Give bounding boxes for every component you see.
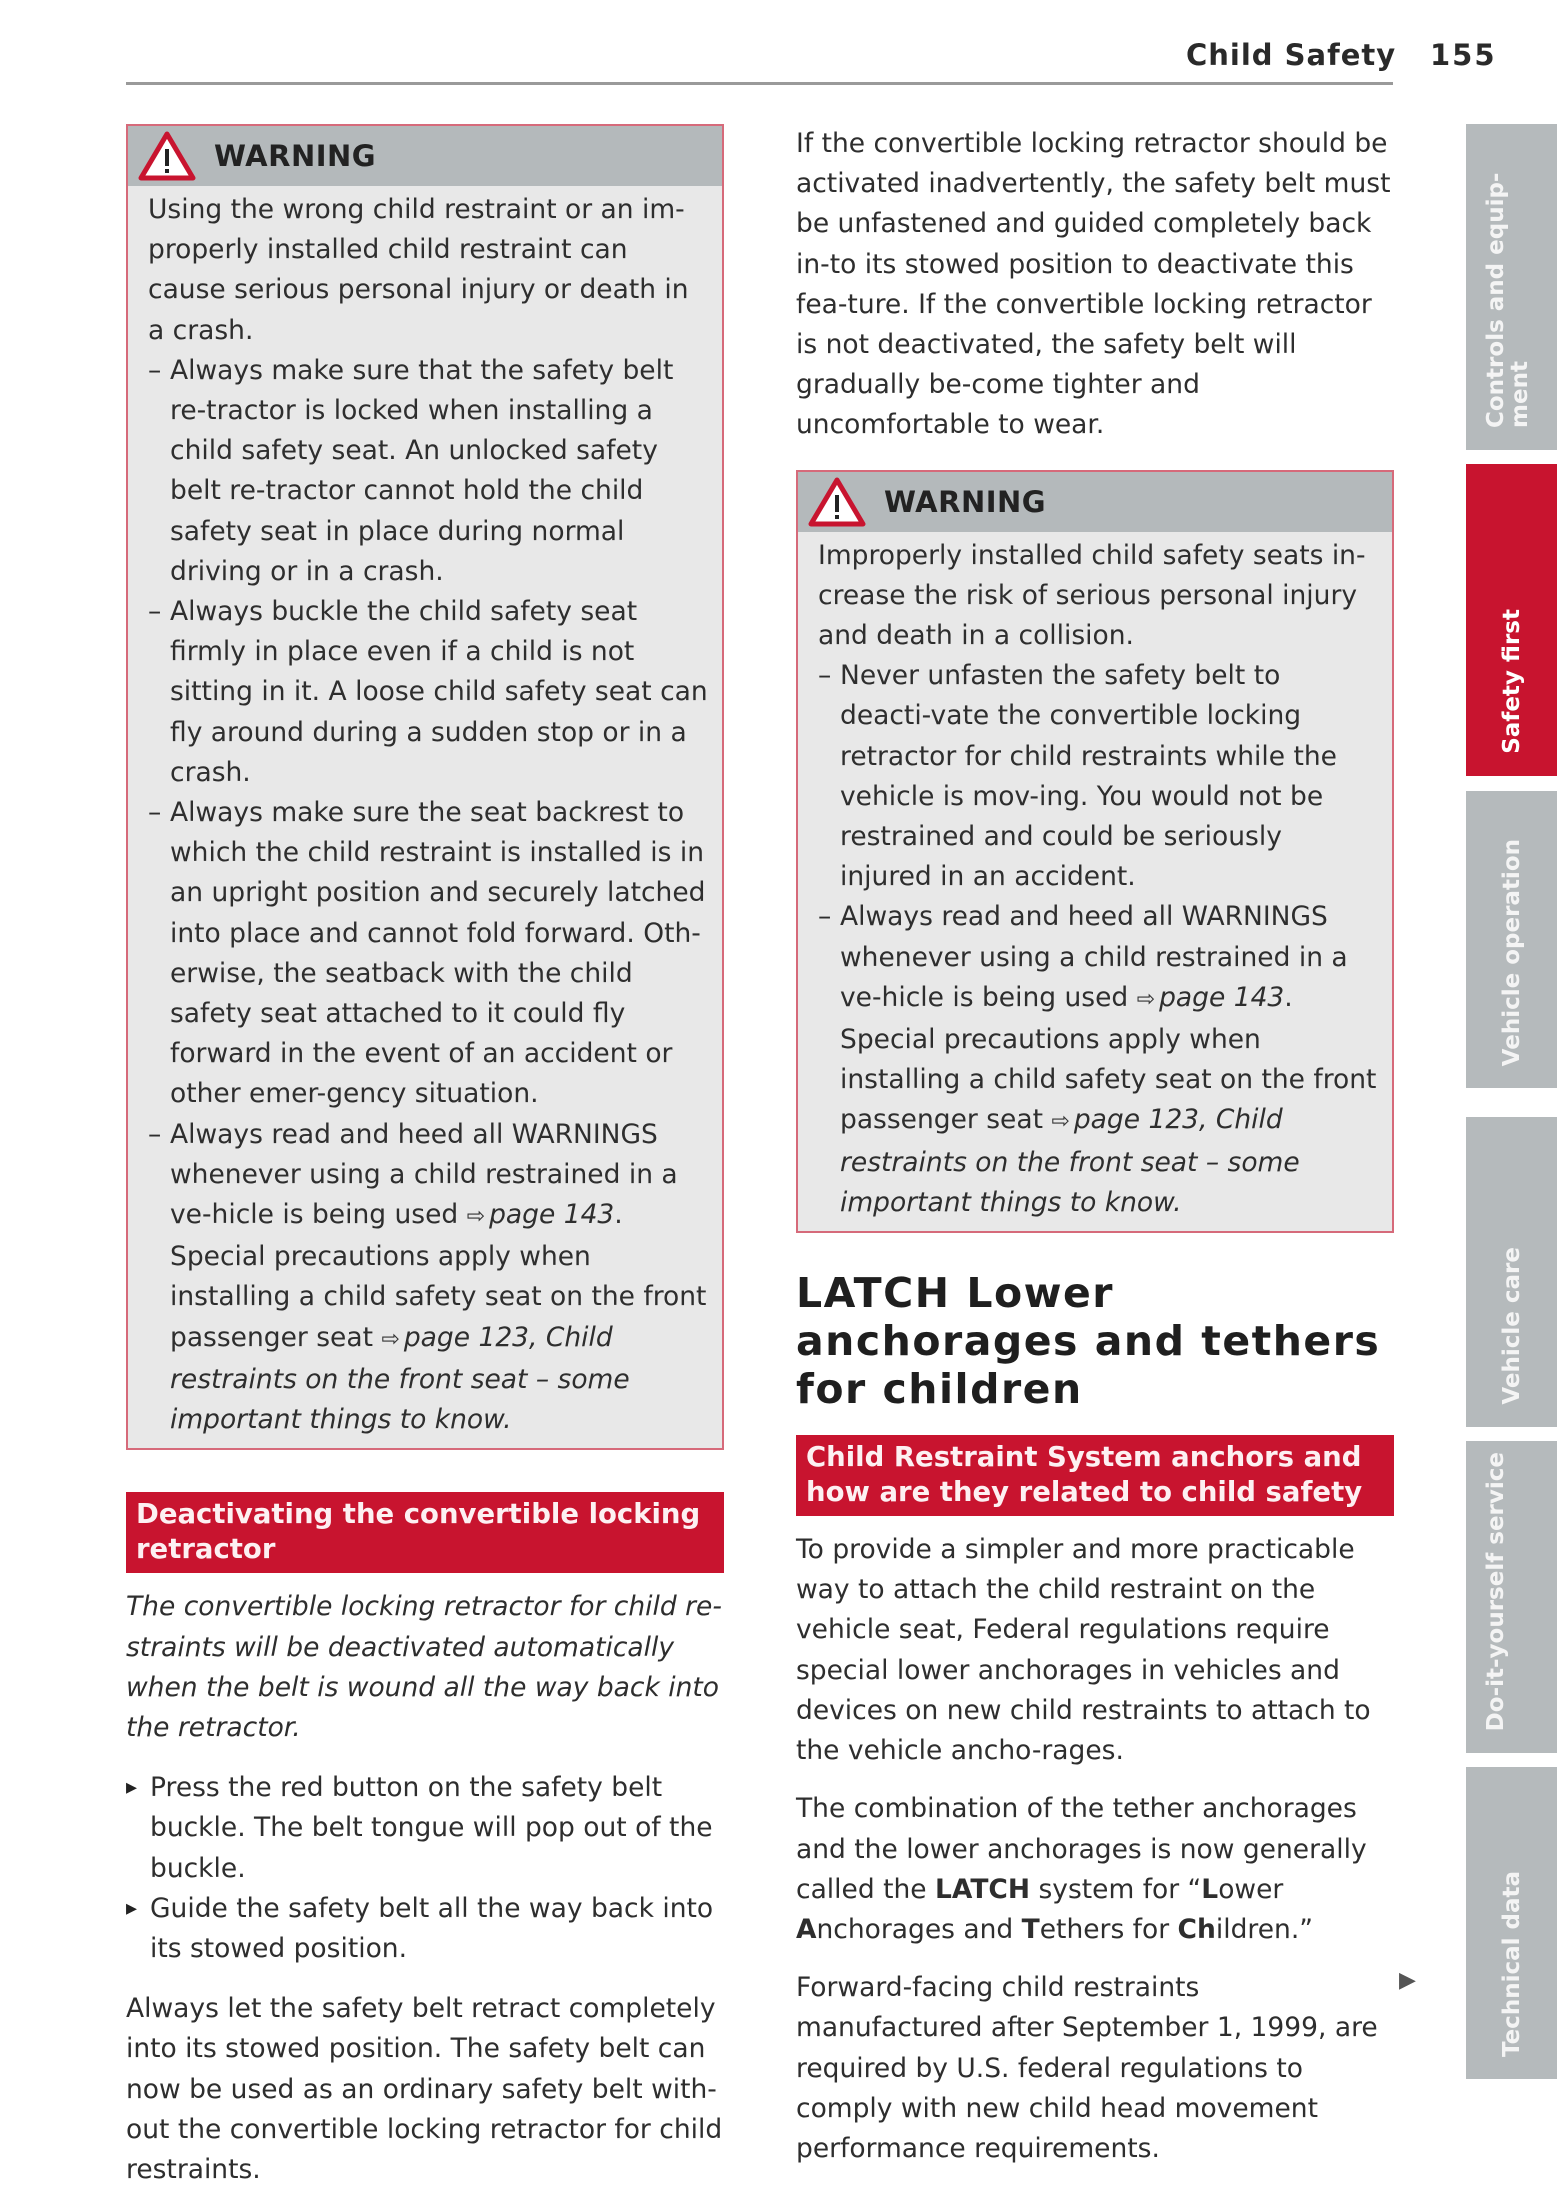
side-tab-label: Vehicle operation <box>1498 838 1525 1066</box>
warning-box <box>796 470 1394 1233</box>
warning-item: – Always read and heed all WARNINGS whenever using a child restrained in a ve-hicle is being used ⇨ page 143. Special precautions apply when installing a child safety seat on the front passenger seat ⇨ page 123, Child restraints on the front seat – some important things to know. <box>148 1115 708 1441</box>
right-column <box>796 124 1394 2169</box>
page-reference-link[interactable]: page 123, Child restraints on the front seat – some important things to know. <box>170 1321 630 1436</box>
latch-term: LATCH <box>935 1873 1031 1905</box>
warning-triangle-icon <box>808 477 866 527</box>
warning-list <box>818 656 1378 1223</box>
continue-arrow-icon: ▶ <box>1399 1968 1416 1993</box>
header-rule <box>126 82 1393 85</box>
warning-header <box>798 472 1392 532</box>
side-tab-label: Technical data <box>1498 1870 1525 2057</box>
section-heading: Deactivating the convertible locking retractor <box>126 1492 724 1573</box>
page-number: 155 <box>1430 38 1497 72</box>
warning-body <box>798 532 1392 1231</box>
warning-label: WARNING <box>214 139 377 173</box>
side-tab-technical-data[interactable] <box>1466 1767 1557 2079</box>
paragraph: Forward-facing child restraints manufactured after September 1, 1999, are required by U.S. federal regulations to comply with new child head movement performance requirements. <box>796 1972 1378 2164</box>
warning-label: WARNING <box>884 484 1047 519</box>
warning-item: – Always make sure the seat backrest to which the child restraint is installed is in an upright position and securely latched into place and cannot fold forward. Oth-erwise, the seatback with the child safety seat attached to it could fly forward in the event of an accident or other emer-gency situation. <box>148 793 708 1115</box>
warning-item: – Always make sure that the safety belt re-tractor is locked when installing a child safety seat. An unlocked safety belt re-tractor cannot hold the child safety seat in place during normal driving or in a crash. <box>148 351 708 592</box>
running-header-title: Child Safety <box>1186 38 1397 72</box>
page-reference-link[interactable]: page 123, Child restraints on the front seat – some important things to know. <box>840 1104 1300 1218</box>
warning-body <box>128 186 722 1448</box>
section-heading: Child Restraint System anchors and how are they related to child safety <box>796 1435 1394 1516</box>
reference-arrow-icon: ⇨ <box>381 1326 400 1352</box>
warning-triangle-icon <box>138 131 196 181</box>
side-tab-label: Do-it-yourself service <box>1482 1451 1509 1731</box>
side-tab-label: Safety first <box>1498 609 1525 754</box>
opening-paragraph: If the convertible locking retractor should be activated inadvertently, the safety belt must be unfastened and guided completely back in-to its stowed position to deactivate this fea-ture. If the convertible locking retractor is not deactivated, the safety belt will gradually be-come tighter and uncomfortable to wear. <box>796 128 1391 441</box>
side-tab-vehicle-operation[interactable] <box>1466 791 1557 1088</box>
paragraph: To provide a simpler and more practicable way to attach the child restraint on the vehicle seat, Federal regulations require special lower anchorages in vehicles and devices on new child restraints to attach to the vehicle ancho-rages. <box>796 1534 1371 1767</box>
warning-box <box>126 124 724 1450</box>
side-tab-safety-first[interactable] <box>1466 464 1557 776</box>
chapter-title: LATCH Lower anchorages and tethers for children <box>796 1269 1381 1414</box>
warning-list <box>148 351 708 1440</box>
instruction-steps <box>126 1768 724 1969</box>
left-column <box>126 124 724 2190</box>
instruction-step: ▸ Guide the safety belt all the way back into its stowed position. <box>126 1889 724 1969</box>
warning-intro: Improperly installed child safety seats in-crease the risk of serious personal injury and death in a collision. <box>818 539 1366 652</box>
page-reference-link[interactable]: page 143 <box>1159 981 1285 1013</box>
page-reference-link[interactable]: page 143 <box>489 1199 615 1231</box>
side-tab-controls-and-equipment[interactable] <box>1466 124 1557 450</box>
side-tab-label: Controls and equip-ment <box>1482 172 1533 428</box>
side-tab-label: Vehicle care <box>1498 1247 1525 1405</box>
warning-item: – Always buckle the child safety seat firmly in place even if a child is not sitting in it. A loose child safety seat can fly around during a sudden stop or in a crash. <box>148 592 708 793</box>
closing-paragraph: Always let the safety belt retract completely into its stowed position. The safety belt can now be used as an ordinary safety belt with-out the convertible locking retractor for child restraints. <box>126 1993 723 2185</box>
reference-arrow-icon: ⇨ <box>466 1204 486 1230</box>
side-tab-vehicle-care[interactable] <box>1466 1117 1557 1427</box>
intro-paragraph: The convertible locking retractor for child re-straints will be deactivated automatically when the belt is wound all the way back into the retractor. <box>126 1591 722 1743</box>
warning-item: – Always read and heed all WARNINGS whenever using a child restrained in a ve-hicle is being used ⇨ page 143. Special precautions apply when installing a child safety seat on the front passenger seat ⇨ page 123, Child restraints on the front seat – some important things to know. <box>818 897 1378 1223</box>
warning-header <box>128 126 722 186</box>
side-tab-do-it-yourself-service[interactable] <box>1466 1441 1557 1753</box>
reference-arrow-icon: ⇨ <box>1051 1109 1070 1135</box>
reference-arrow-icon: ⇨ <box>1136 986 1156 1012</box>
latch-paragraph: The combination of the tether anchorages and the lower anchorages is now generally called the LATCH system for “Lower Anchorages and Tethers for Children.” <box>796 1793 1367 1945</box>
warning-intro: Using the wrong child restraint or an im-properly installed child restraint can cause serious personal injury or death in a crash. <box>148 194 689 346</box>
warning-item: – Never unfasten the safety belt to deacti-vate the convertible locking retractor for child restraints while the vehicle is mov-ing. You would not be restrained and could be seriously injured in an accident. <box>818 656 1378 897</box>
instruction-step: ▸ Press the red button on the safety belt buckle. The belt tongue will pop out of the buckle. <box>126 1768 724 1889</box>
